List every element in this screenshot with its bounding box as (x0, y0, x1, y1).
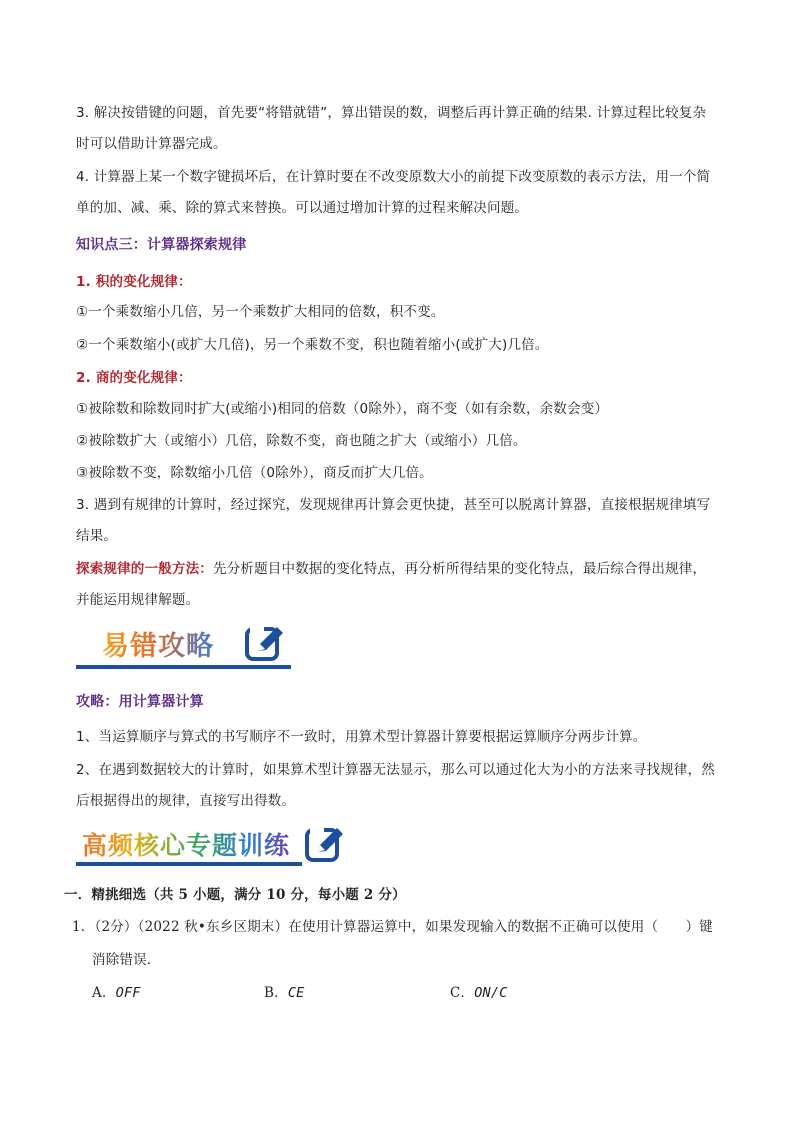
banner-training-underline (76, 862, 302, 866)
strategy-item-1: 1、当运算顺序与算式的书写顺序不一致时，用算术型计算器计算要根据运算顺序分两步计算。 (76, 729, 647, 745)
method-label: 探索规律的一般方法： (76, 561, 213, 577)
option-b[interactable]: B．CE (264, 985, 305, 1001)
method-line-2: 并能运用规律解题。 (76, 592, 200, 608)
edit-pencil-icon (244, 623, 286, 665)
option-c[interactable]: C．ON/C (450, 985, 508, 1001)
quotient-rule-1: ①被除数和除数同时扩大(或缩小)相同的倍数（0除外），商不变（如有余数，余数会变） (76, 401, 609, 417)
strategy-item-2-line-1: 2、在遇到数据较大的计算时，如果算术型计算器无法显示，那么可以通过化大为小的方法来寻找规律，然 (76, 762, 715, 778)
banner-mistakes-title: 易错攻略 (102, 624, 214, 663)
paragraph-3-line-1: 3. 解决按错键的问题，首先要“将错就错”，算出错误的数，调整后再计算正确的结果. 计算过程比较复杂 (76, 105, 707, 121)
banner-mistakes-underline (76, 665, 291, 669)
quotient-rule-heading: 2. 商的变化规律： (76, 370, 192, 386)
product-rule-2: ②一个乘数缩小(或扩大几倍)，另一个乘数不变，积也随着缩小(或扩大)几倍。 (76, 337, 549, 353)
strategy-heading: 攻略：用计算器计算 (76, 694, 204, 710)
banner-training (76, 824, 356, 878)
method-line-1 (76, 559, 726, 579)
quotient-rule-3: ③被除数不变，除数缩小几倍（0除外），商反而扩大几倍。 (76, 465, 433, 481)
option-a[interactable]: A．OFF (92, 985, 141, 1001)
paragraph-3-line-2: 时可以借助计算器完成。 (76, 136, 227, 152)
question-1-line-2: 消除错误． (92, 952, 161, 968)
banner-training-title: 高频核心专题训练 (82, 826, 290, 862)
rule-3-line-2: 结果。 (76, 528, 118, 544)
strategy-item-2-line-2: 后根据得出的规律，直接写出得数。 (76, 793, 296, 809)
product-rule-1: ①一个乘数缩小几倍，另一个乘数扩大相同的倍数，积不变。 (76, 304, 445, 320)
knowledge-point-3-heading: 知识点三：计算器探索规律 (76, 237, 247, 253)
product-rule-heading: 1. 积的变化规律： (76, 274, 192, 290)
method-text: 先分析题目中数据的变化特点，再分析所得结果的变化特点，最后综合得出规律， (213, 561, 707, 577)
edit-pencil-icon (304, 824, 346, 866)
quotient-rule-2: ②被除数扩大（或缩小）几倍，除数不变，商也随之扩大（或缩小）几倍。 (76, 433, 527, 449)
banner-mistakes (76, 622, 296, 676)
paragraph-4-line-2: 单的加、减、乘、除的算式来替换。可以通过增加计算的过程来解决问题。 (76, 200, 529, 216)
rule-3-line-1: 3. 遇到有规律的计算时，经过探究，发现规律再计算会更快捷，甚至可以脱离计算器，直接根据规律填写 (76, 497, 711, 513)
question-1-line-1: 1．（2分）（2022 秋•东乡区期末）在使用计算器运算中，如果发现输入的数据不正确可以使用（ ）键 (72, 919, 713, 935)
paragraph-4-line-1: 4. 计算器上某一个数字键损坏后，在计算时要在不改变原数大小的前提下改变原数的表示方法，用一个简 (76, 169, 711, 185)
exercise-section-heading: 一．精挑细选（共 5 小题，满分 10 分，每小题 2 分） (64, 887, 406, 903)
